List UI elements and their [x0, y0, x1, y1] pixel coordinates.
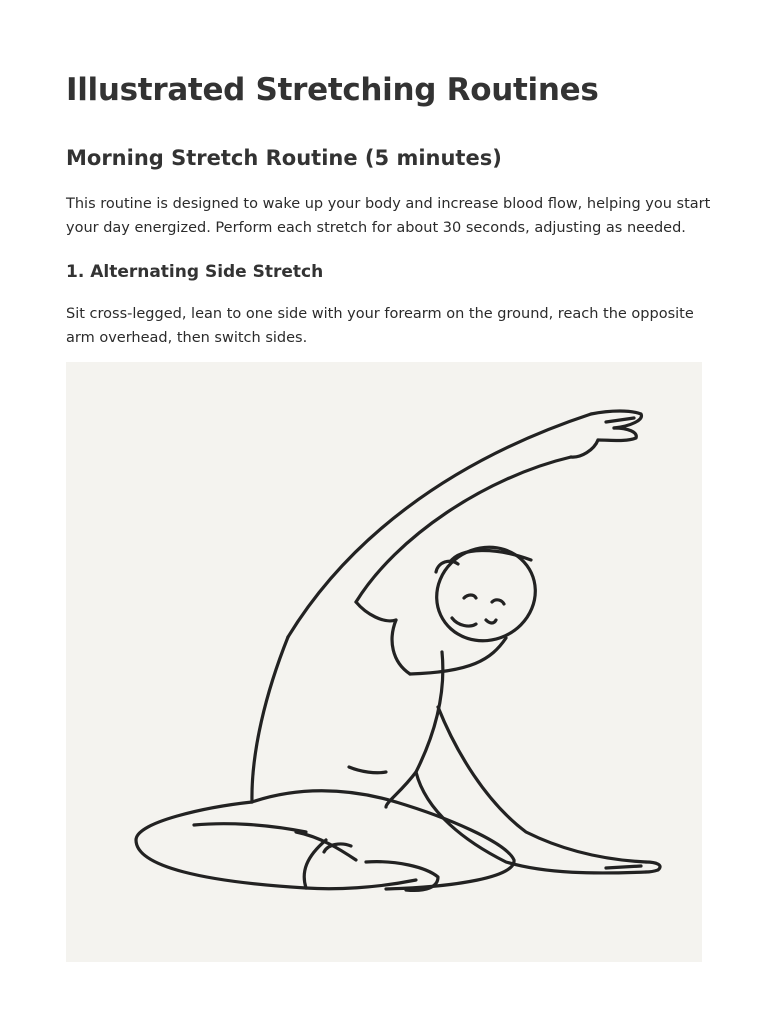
- page-title: Illustrated Stretching Routines: [66, 72, 599, 108]
- side-stretch-figure-icon: [66, 362, 702, 962]
- step-heading: 1. Alternating Side Stretch: [66, 262, 324, 282]
- step-description: Sit cross-legged, lean to one side with your forearm on the ground, reach the opposite arm overhead, then switch sides.: [66, 306, 694, 346]
- section-title: Morning Stretch Routine (5 minutes): [66, 146, 502, 170]
- side-stretch-illustration: [66, 362, 702, 962]
- intro-paragraph: This routine is designed to wake up your body and increase blood flow, helping you start your day energized. Perform each stretch for about 30 seconds, adjusting as needed.: [66, 196, 711, 236]
